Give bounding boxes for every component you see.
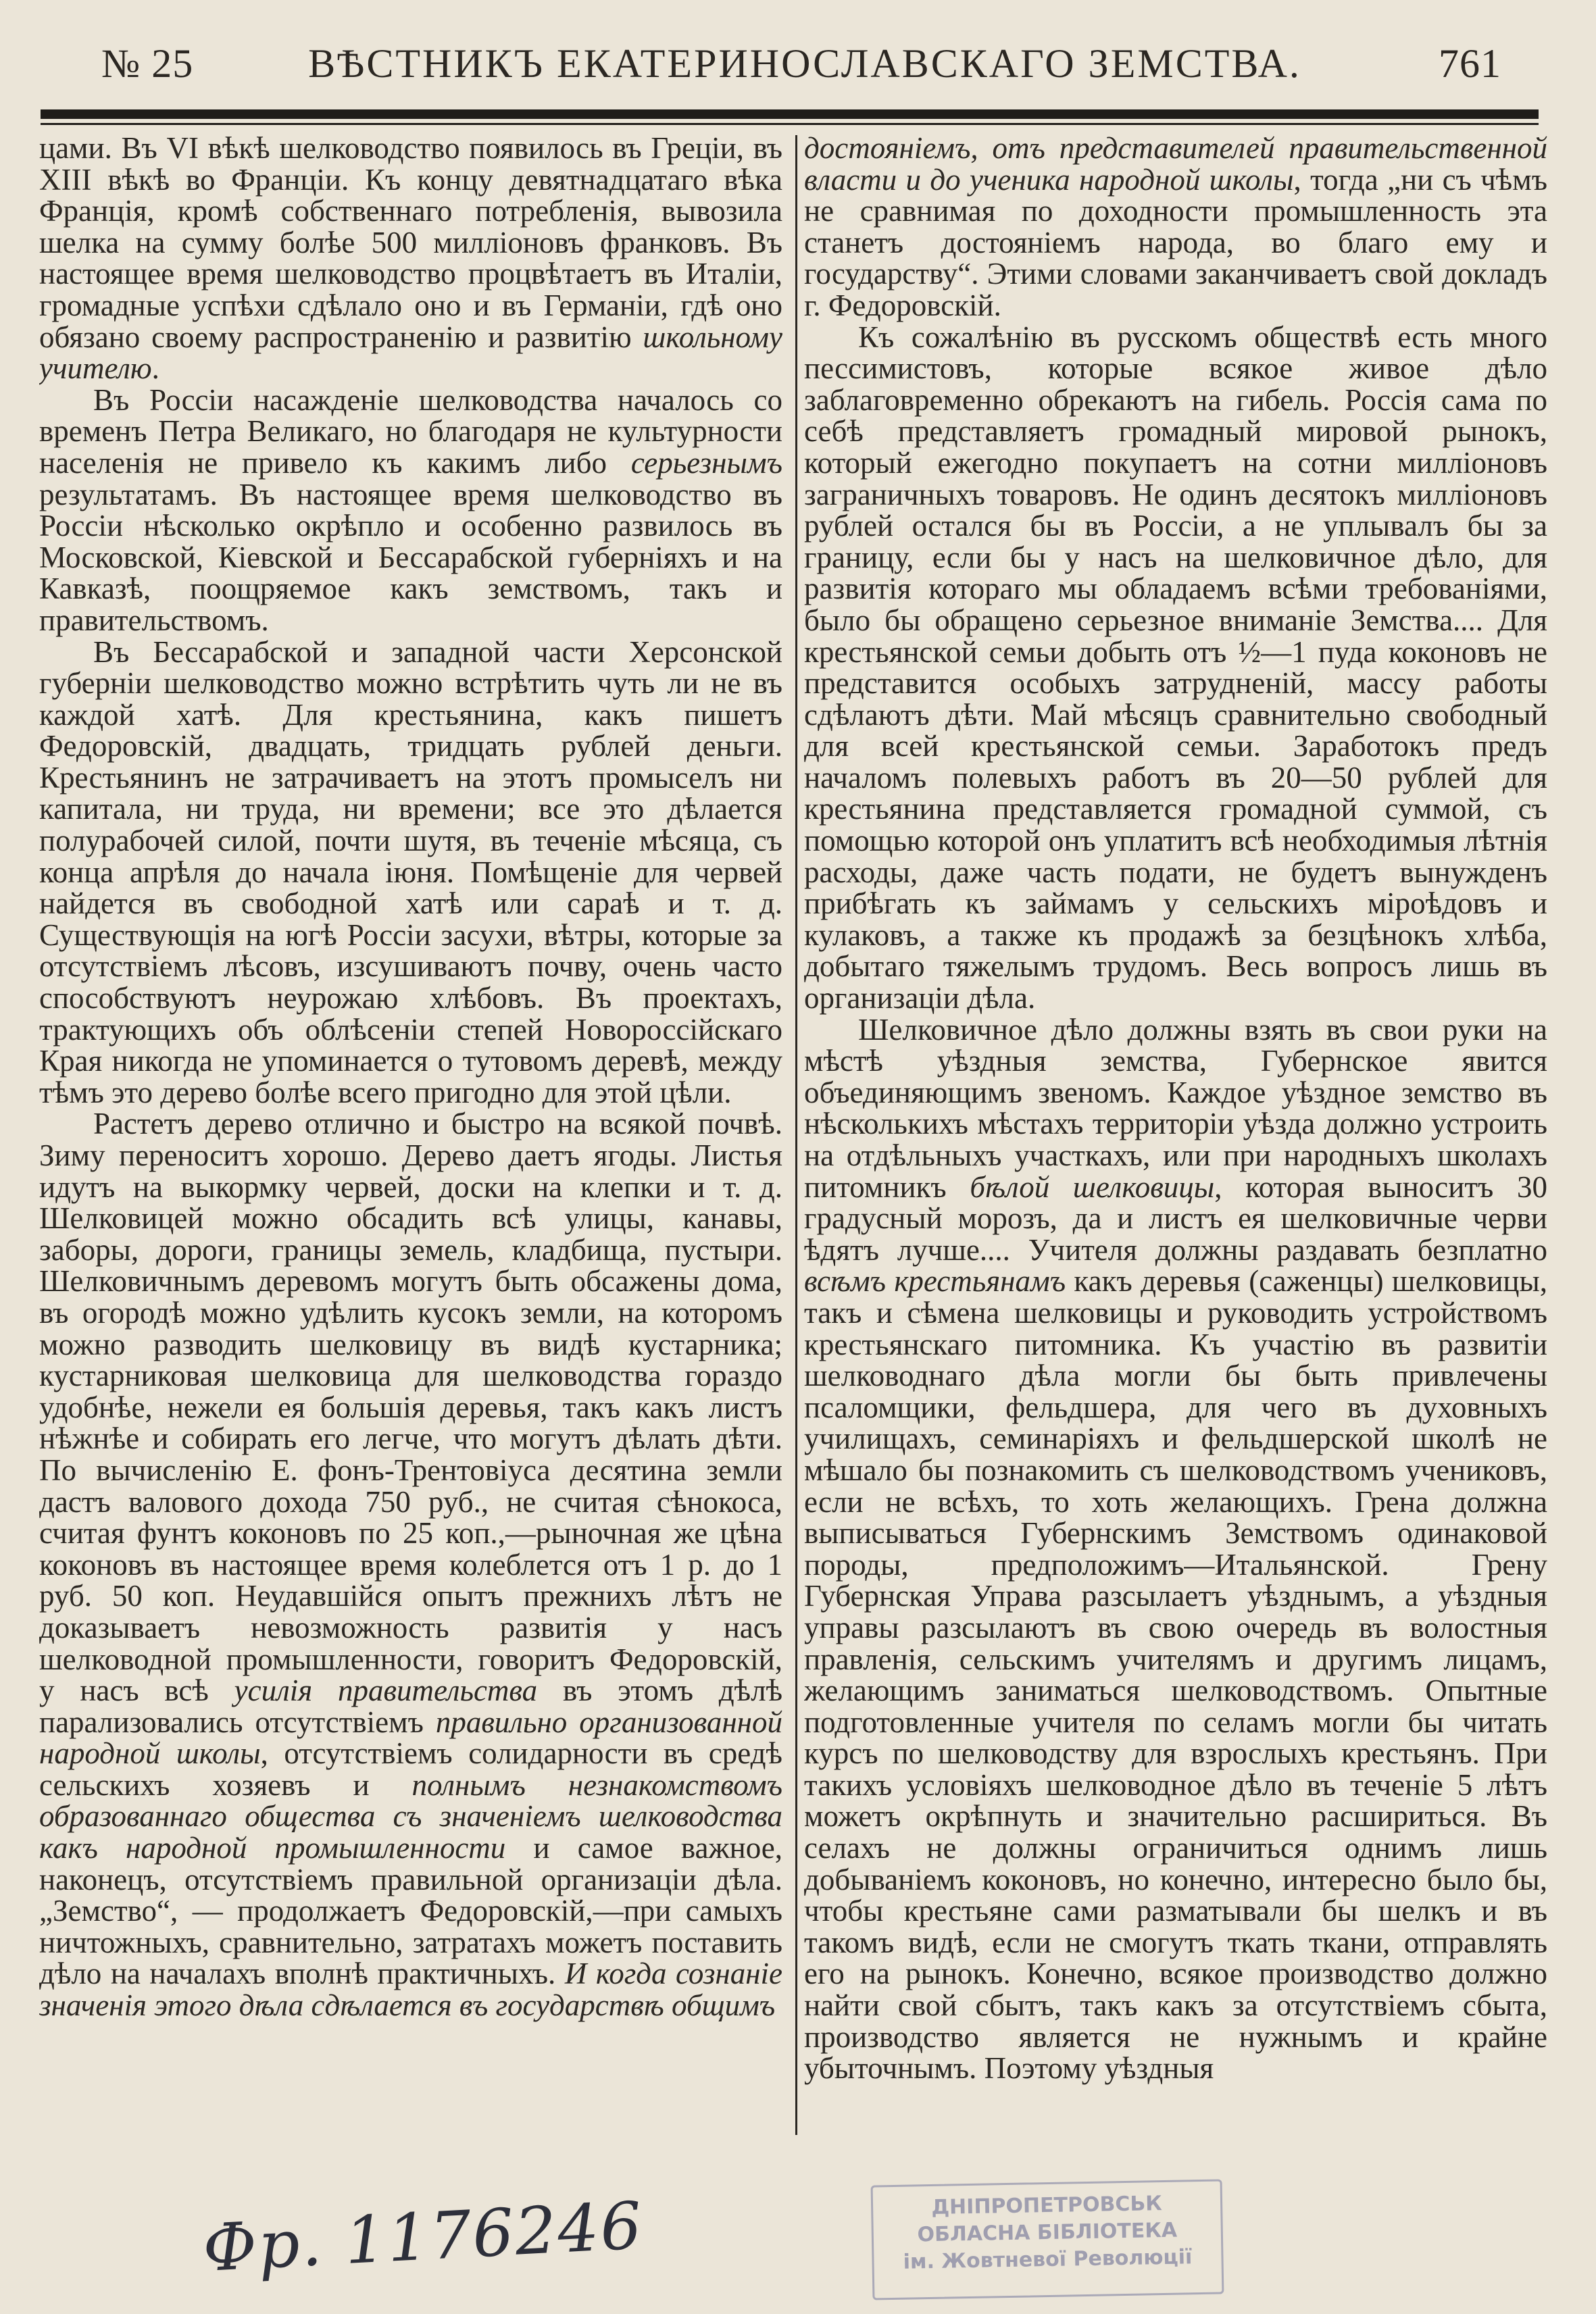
paragraph: Къ сожалѣнію въ русскомъ обществѣ есть много пессимистовъ, которые всякое живое дѣло заблаговременно обрекаютъ на гибель. Россія сама по себѣ представляетъ громадный мировой рынокъ, который ежегодно покупаетъ на сотни милліоновъ заграничныхъ товаровъ. Не одинъ десятокъ милліоновъ рублей остался бы въ Россіи, а не уплывалъ бы за границу, если бы у насъ на шелковичное дѣло, для развитія котораго мы обладаемъ всѣми требованіями, было бы обращено серьезное вниманіе Земства.... Для крестьянской семьи добыть отъ ½—1 пуда коконовъ не представится особыхъ затрудненій, массу работы сдѣлаютъ дѣти. Май мѣсяцъ сравнительно свободный для всей крестьянской семьи. Заработокъ предъ началомъ полевыхъ работъ въ 20—50 рублей для крестьянина представляется громадной суммой, съ помощью которой онъ уплатитъ всѣ необходимыя лѣтнія расходы, даже часть подати, не будетъ вынужденъ прибѣгать къ займамъ у сельскихъ міроѣдовъ и кулаковъ, а также къ продажѣ за безцѣнокъ хлѣба, добытаго тяжелымъ трудомъ. Весь вопросъ лишь въ организаціи дѣла. (804, 320, 1547, 1015)
paragraph: Въ Россіи насажденіе шелководства началось со временъ Петра Великаго, но благодаря не культурности населенія не привело къ какимъ либо серьезнымъ результатамъ. Въ настоящее время шелководство въ Россіи нѣсколько окрѣпло и особенно развилось въ Московской, Кіевской и Бессарабской губерніяхъ и на Кавказѣ, поощряемое какъ земствомъ, такъ и правительствомъ. (39, 382, 782, 637)
column-divider (795, 135, 797, 2135)
paragraph: Шелковичное дѣло должны взять въ свои руки на мѣстѣ уѣздныя земства, Губернское явится объединяющимъ звеномъ. Каждое уѣздное земство въ нѣсколькихъ мѣстахъ территоріи уѣзда должно устроить на отдѣльныхъ участкахъ, или при народныхъ школахъ питомникъ бѣлой шелковицы, которая выноситъ 30 градусный морозъ, да и листъ ея шелковичные черви ѣдятъ лучше.... Учителя должны раздавать безплатно всѣмъ крестьянамъ какъ деревья (саженцы) шелковицы, такъ и сѣмена шелковицы и руководить устройствомъ крестьянскаго питомника. Къ участію въ развитіи шелководнаго дѣла могли бы быть привлечены псаломщики, фельдшера, для чего въ духовныхъ училищахъ, семинаріяхъ и фельдшерской школѣ не мѣшало бы познакомить съ шелководствомъ учениковъ, если не всѣхъ, то хоть желающихъ. Грена должна выписываться Губернскимъ Земствомъ одинаковой породы, предположимъ—Итальянской. Грену Губернская Управа разсылаетъ уѣзднымъ, а уѣздныя управы разсылаютъ въ свою очередь въ волостныя правленія, сельскимъ учителямъ и другимъ лицамъ, желающимъ заниматься шелководствомъ. Опытные подготовленные учителя по селамъ могли бы читать курсъ по шелководству для взрослыхъ крестьянъ. При такихъ условіяхъ шелководное дѣло въ теченіе 5 лѣтъ можетъ окрѣпнуть и значительно расшириться. Въ селахъ не должны ограничиться однимъ лишь добываніемъ коконовъ, но конечно, интересно было бы, чтобы крестьяне сами разматывали бы шелкъ и въ такомъ видѣ, если не смогутъ ткать ткани, отправлять его на рынокъ. Конечно, всякое производство должно найти свой сбытъ, такъ какъ за отсутствіемъ сбыта, производство является не нужнымъ и крайне убыточнымъ. Поэтому уѣздныя (804, 1012, 1547, 2086)
journal-title: ВѢСТНИКЪ ЕКАТЕРИНОСЛАВСКАГО ЗЕМСТВА. (308, 41, 1301, 86)
issue-number: № 25 (101, 41, 194, 86)
library-stamp (871, 2179, 1224, 2300)
page-header (88, 35, 1522, 89)
right-column (804, 132, 1547, 2126)
handwritten-inventory-number: Фр. 1176246 (201, 2188, 645, 2286)
paragraph: цами. Въ VI вѣкѣ шелководство появилось въ Греціи, въ XIII вѣкѣ во Франціи. Къ концу девятнадцатаго вѣка Франція, кромѣ собственнаго потребленія, вывозила шелка на сумму болѣе 500 милліоновъ франковъ. Въ настоящее время шелководство процвѣтаетъ въ Италіи, громадные успѣхи сдѣлало оно и въ Германіи, гдѣ оно обязано своему распространенію и развитію школьному учителю. (39, 132, 782, 386)
paragraph: достояніемъ, отъ представителей правительственной власти и до ученика народной школы, тогда „ни съ чѣмъ не сравнимая по доходности промышленность эта станетъ достояніемъ народа, во благо ему и государству“. Этими словами заканчиваетъ свой докладъ г. Федоровскій. (804, 132, 1547, 322)
page-number: 761 (1439, 41, 1501, 86)
stamp-line: ім. Жовтневої Революції (903, 2245, 1193, 2274)
stamp-line: ОБЛАСНА БІБЛІОТЕКА (917, 2218, 1178, 2247)
paragraph: Въ Бессарабской и западной части Херсонской губерніи шелководство можно встрѣтить чуть ли не въ каждой хатѣ. Для крестьянина, какъ пишетъ Федоровскій, двадцать, тридцать рублей деньги. Крестьянинъ не затрачиваетъ на этотъ промыселъ ни капитала, ни труда, ни времени; все это дѣлается полурабочей силой, почти шутя, въ теченіе мѣсяца, съ конца апрѣля до начала іюня. Помѣщеніе для червей найдется въ свободной хатѣ или сараѣ и т. д. Существующія на югѣ Россіи засухи, вѣтры, которые за отсутствіемъ лѣсовъ, изсушиваютъ почву, очень часто способствуютъ неурожаю хлѣбовъ. Въ проектахъ, трактующихъ объ облѣсеніи степей Новороссійскаго Края никогда не упоминается о тутовомъ деревѣ, между тѣмъ это дерево болѣе всего пригодно для этой цѣли. (39, 634, 782, 1109)
left-column (39, 132, 782, 2126)
stamp-line: ДНІПРОПЕТРОВСЬК (931, 2192, 1163, 2219)
header-rule-thin (41, 123, 1539, 125)
header-rule-thick (41, 109, 1539, 119)
paragraph: Растетъ дерево отлично и быстро на всякой почвѣ. Зиму переноситъ хорошо. Дерево даетъ ягоды. Листья идутъ на выкормку червей, доски на клепки и т. д. Шелковицей можно обсадить всѣ улицы, канавы, заборы, дороги, границы земель, кладбища, пустыри. Шелковичнымъ деревомъ могутъ быть обсажены дома, въ огородѣ можно удѣлить кусокъ земли, на которомъ можно разводить шелковицу въ видѣ кустарника; кустарниковая шелковица для шелководства гораздо удобнѣе, нежели ея большія деревья, такъ какъ листъ нѣжнѣе и собирать его легче, что могутъ дѣлать дѣти. По вычисленію Е. фонъ-Трентовіуса десятина земли дастъ валового дохода 750 руб., не считая сѣнокоса, считая фунтъ коконовъ по 25 коп.,—рыночная же цѣна коконовъ въ настоящее время колеблется отъ 1 р. до 1 руб. 50 коп. Неудавшійся опытъ прежнихъ лѣтъ не доказываетъ невозможность развитія у насъ шелководной промышленности, говоритъ Федоровскій, у насъ всѣ усилія правительства въ этомъ дѣлѣ парализовались отсутствіемъ правильно организованной народной школы, отсутствіемъ солидарности въ средѣ сельскихъ хозяевъ и полнымъ незнакомствомъ образованнаго общества съ значеніемъ шелководства какъ народной промышленности и самое важное, наконецъ, отсутствіемъ правильной организаціи дѣла. „Земство“, — продолжаетъ Федоровскій,—при самыхъ ничтожныхъ, сравнительно, затратахъ можетъ поставить дѣло на началахъ вполнѣ практичныхъ. И когда сознаніе значенія этого дѣла сдѣлается въ государствѣ общимъ (39, 1107, 782, 2023)
